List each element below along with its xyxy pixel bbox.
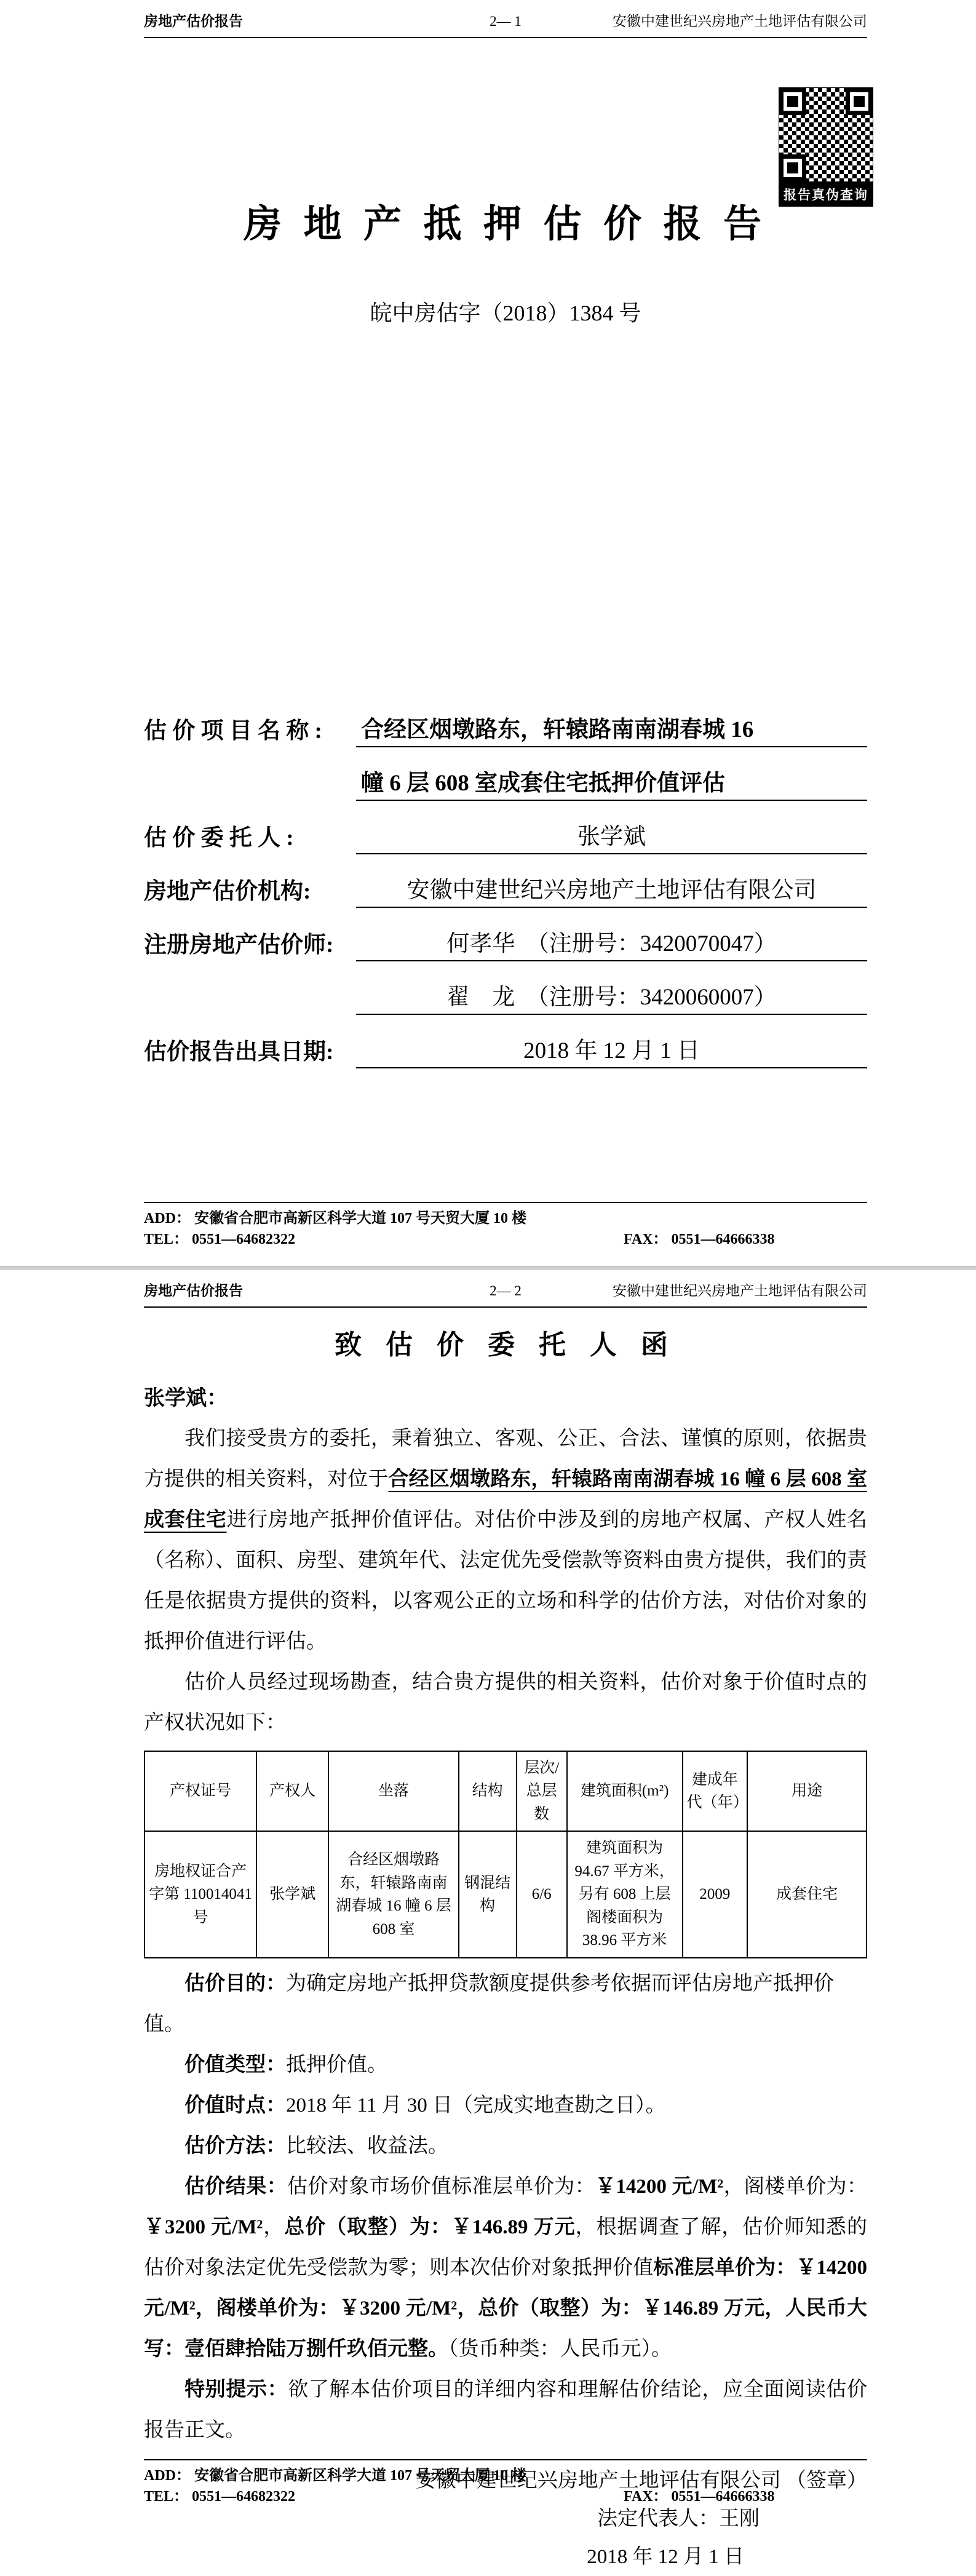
header-doc-type: 房地产估价报告 <box>144 1283 243 1298</box>
col-header-structure: 结构 <box>459 1751 517 1832</box>
cell-cert-no: 房地权证合产字第 110014041 号 <box>145 1831 256 1958</box>
header-page-number: 2— 1 <box>490 14 522 29</box>
cell-usage: 成套住宅 <box>747 1831 867 1958</box>
form-row-project-cont <box>144 747 867 801</box>
cell-owner: 张学斌 <box>256 1831 328 1958</box>
project-name-label: 估 价 项 目 名 称 : <box>144 718 322 744</box>
agency-value: 安徽中建世纪兴房地产土地评估有限公司 <box>356 871 867 908</box>
survey-paragraph: 估价人员经过现场勘查，结合贵方提供的相关资料，估价对象于价值时点的产权状况如下： <box>144 1671 867 1734</box>
header-company-name: 安徽中建世纪兴房地产土地评估有限公司 <box>613 1283 867 1298</box>
letter-title: 致 估 价 委 托 人 函 <box>335 1329 676 1360</box>
item-value-date: 价值时点：2018 年 11 月 30 日（完成实地查勘之日）。 <box>184 2094 666 2117</box>
footer-address: ADD： 安徽省合肥市高新区科学大道 107 号天贸大厦 10 楼 <box>144 1210 526 1226</box>
report-cover-page <box>0 0 976 1266</box>
item-purpose: 估价目的：为确定房地产抵押贷款额度提供参考依据而评估房地产抵押价值。 <box>144 1972 834 2035</box>
valuation-items <box>144 1963 867 2166</box>
footer-fax: FAX： 0551—64666338 <box>624 1231 775 1247</box>
page-footer <box>144 1202 867 1250</box>
item-value-type: 价值类型：抵押价值。 <box>184 2053 387 2076</box>
footer-tel: TEL： 0551—64682322 <box>144 1231 296 1247</box>
cover-form <box>144 694 867 1068</box>
appraiser-label: 注册房地产估价师: <box>144 932 334 958</box>
header-page-number: 2— 2 <box>490 1283 522 1298</box>
footer-fax: FAX： 0551—64666338 <box>624 2489 775 2505</box>
signature-company: 安徽中建世纪兴房地产土地评估有限公司 （签章） <box>415 2469 867 2492</box>
agency-label: 房地产估价机构: <box>144 878 311 904</box>
special-notice-paragraph: 特别提示：欲了解本估价项目的详细内容和理解估价结论，应全面阅读估价报告正文。 <box>144 2378 867 2441</box>
table-row <box>145 1831 867 1958</box>
form-row-appraiser1 <box>144 908 867 961</box>
page-header <box>144 1270 867 1308</box>
col-header-floor: 层次/总层数 <box>517 1751 567 1832</box>
salutation: 张学斌： <box>144 1386 228 1410</box>
page-header <box>144 0 867 38</box>
form-row-client <box>144 801 867 854</box>
qr-finder-top-right <box>846 88 873 115</box>
result-paragraph: 估价结果：估价对象市场价值标准层单价为：￥14200 元/M²，阁楼单价为：￥3200 元/M²，总价（取整）为：￥146.89 万元，根据调查了解，估价师知悉的估价对象法定优先受偿款为零；则本次估价对象抵押价值标准层单价为：￥14200 元/M²，阁楼单价为：￥3200 元/M²，总价（取整）为：￥146.89 万元，人民币大写：壹佰肆拾陆万捌仟玖佰元整。（货币种类：人民币元）。 <box>144 2175 868 2360</box>
cell-structure: 钢混结构 <box>459 1831 517 1958</box>
cell-location: 合经区烟墩路东，轩辕路南南湖春城 16 幢 6 层 608 室 <box>328 1831 458 1958</box>
form-row-appraiser2 <box>144 961 867 1015</box>
signature-legal-rep: 法定代表人：王刚 <box>597 2507 760 2530</box>
cell-area: 建筑面积为 94.67 平方米，另有 608 上层阁楼面积为 38.96 平方米 <box>567 1831 683 1958</box>
appraiser1-value: 何孝华 （注册号：3420070047） <box>356 924 867 961</box>
col-header-cert-no: 产权证号 <box>145 1751 256 1832</box>
letter-page <box>0 1270 976 2568</box>
signature-date: 2018 年 12 月 1 日 <box>587 2545 744 2568</box>
form-row-issue-date <box>144 1015 867 1068</box>
qr-finder-bottom-left <box>779 154 806 181</box>
intro-paragraph: 我们接受贵方的委托，秉着独立、客观、公正、合法、谨慎的原则，依据贵方提供的相关资料，对位于合经区烟墩路东，轩辕路南南湖春城 16 幢 6 层 608 室成套住宅进行房地产抵押价值评估。对估价中涉及到的房地产权属、产权人姓名（名称）、面积、房型、建筑年代、法定优先受偿款等资料由贵方提供，我们的责任是依据贵方提供的资料，以客观公正的立场和科学的估价方法，对估价对象的抵押价值进行评估。 <box>144 1427 868 1653</box>
col-header-owner: 产权人 <box>256 1751 328 1832</box>
col-header-year-built: 建成年代（年） <box>683 1751 748 1832</box>
cell-year-built: 2009 <box>683 1831 748 1958</box>
col-header-location: 坐落 <box>328 1751 458 1832</box>
qr-block <box>779 87 873 207</box>
appraiser2-value: 翟 龙 （注册号：3420060007） <box>356 978 867 1015</box>
qr-finder-top-left <box>779 88 806 115</box>
col-header-usage: 用途 <box>747 1751 867 1832</box>
client-value: 张学斌 <box>356 817 867 854</box>
issue-date-label: 估价报告出具日期: <box>144 1039 334 1065</box>
cell-floor: 6/6 <box>517 1831 567 1958</box>
report-title: 房 地 产 抵 押 估 价 报 告 <box>243 203 768 245</box>
header-doc-type: 房地产估价报告 <box>144 14 243 29</box>
client-label: 估 价 委 托 人 : <box>144 825 294 851</box>
project-name-line1: 合经区烟墩路东，轩辕路南南湖春城 16 <box>356 710 867 747</box>
col-header-area: 建筑面积(m²) <box>567 1751 683 1832</box>
footer-address: ADD： 安徽省合肥市高新区科学大道 107 号天贸大厦 10 楼 <box>144 2468 526 2484</box>
footer-tel: TEL： 0551—64682322 <box>144 2489 296 2505</box>
form-row-project <box>144 694 867 747</box>
qr-code <box>779 87 873 182</box>
report-number: 皖中房估字（2018）1384 号 <box>370 300 641 325</box>
qr-caption: 报告真伪查询 <box>779 182 873 207</box>
item-method: 估价方法：比较法、收益法。 <box>184 2134 448 2157</box>
project-name-line2: 幢 6 层 608 室成套住宅抵押价值评估 <box>356 764 867 801</box>
property-address-inline: 合经区烟墩路东，轩辕路南南湖春城 16 幢 6 层 608 室成套住宅 <box>144 1468 867 1531</box>
property-rights-table <box>144 1751 867 1958</box>
header-company-name: 安徽中建世纪兴房地产土地评估有限公司 <box>613 14 867 29</box>
issue-date-value: 2018 年 12 月 1 日 <box>356 1032 867 1068</box>
page-footer <box>144 2459 867 2507</box>
table-header-row <box>145 1751 867 1832</box>
form-row-agency <box>144 854 867 908</box>
